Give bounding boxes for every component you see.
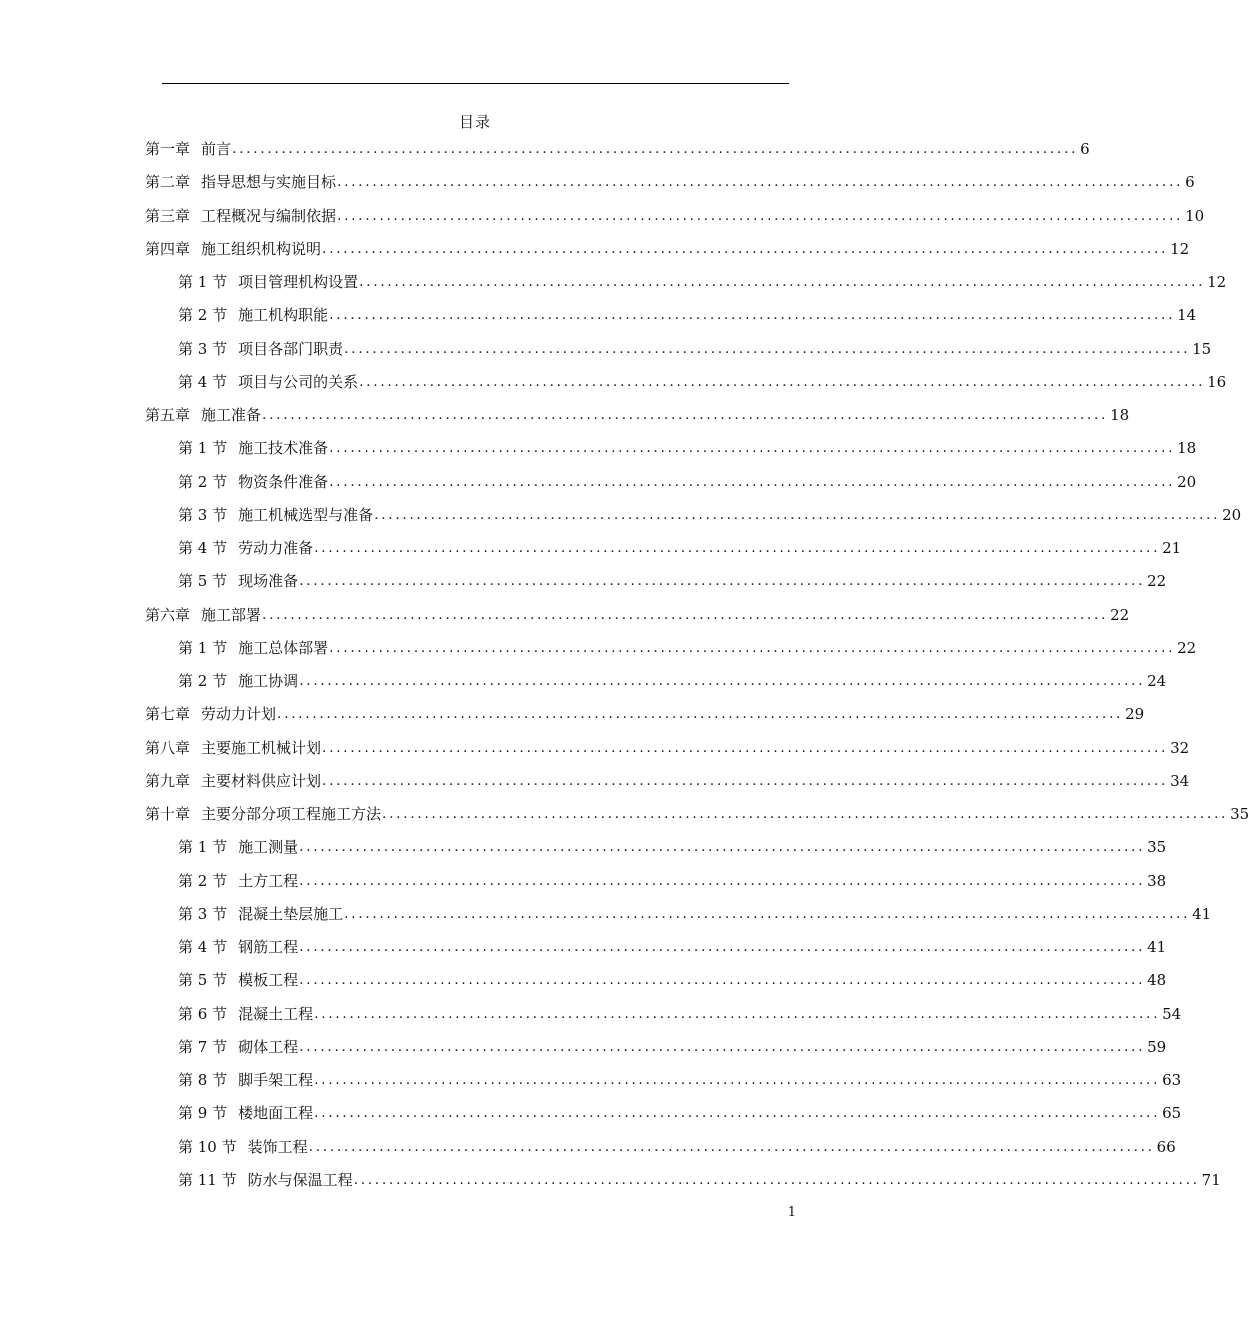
toc-entry-page: 65 <box>1162 1104 1182 1123</box>
toc-dot-leader: ........................................................................................................................ <box>344 340 1191 357</box>
toc-entry-page: 21 <box>1162 539 1182 557</box>
toc-entry-page: 15 <box>1192 339 1212 358</box>
toc-chapter-entry[interactable] <box>145 765 1190 798</box>
toc-entry-number: 第 4 节 <box>178 372 228 391</box>
toc-entry-number: 第一章 <box>145 140 191 158</box>
toc-entry-page: 10 <box>1185 206 1205 225</box>
toc-entry-number: 第五章 <box>145 406 191 424</box>
toc-section-entry[interactable] <box>178 831 1167 864</box>
toc-dot-leader: ........................................................................................................................ <box>262 606 1109 623</box>
toc-section-entry[interactable] <box>178 1064 1182 1097</box>
toc-section-entry[interactable] <box>178 333 1212 366</box>
toc-entry-page: 22 <box>1110 605 1130 624</box>
toc-dot-leader: ........................................................................................................................ <box>344 905 1191 922</box>
toc-dot-leader: ........................................................................................................................ <box>329 473 1176 490</box>
toc-section-entry[interactable] <box>178 1031 1167 1064</box>
toc-dot-leader: ........................................................................................................................ <box>308 1138 1155 1155</box>
toc-dot-leader: ........................................................................................................................ <box>299 872 1146 889</box>
toc-entry-page: 35 <box>1230 805 1249 823</box>
toc-entry-number: 第 9 节 <box>178 1104 228 1123</box>
toc-dot-leader: ........................................................................................................................ <box>382 806 1229 822</box>
toc-entry-title: 前言 <box>201 140 232 158</box>
toc-entry-title: 施工机械选型与准备 <box>238 505 374 524</box>
toc-entry-title: 模板工程 <box>238 971 299 990</box>
toc-entry-page: 12 <box>1207 273 1227 291</box>
toc-dot-leader: ........................................................................................................................ <box>359 274 1206 290</box>
toc-title: 目录 <box>458 113 491 131</box>
toc-entry-page: 59 <box>1147 1037 1167 1056</box>
toc-entry-number: 第 10 节 <box>178 1137 237 1156</box>
toc-entry-title: 指导思想与实施目标 <box>201 173 337 192</box>
toc-entry-title: 项目与公司的关系 <box>238 372 359 391</box>
toc-entry-number: 第 3 节 <box>178 904 228 923</box>
toc-dot-leader: ........................................................................................................................ <box>337 174 1184 191</box>
toc-entry-number: 第 5 节 <box>178 971 228 990</box>
toc-entry-page: 34 <box>1170 771 1190 790</box>
toc-dot-leader: ........................................................................................................................ <box>314 540 1161 556</box>
toc-entry-page: 16 <box>1207 372 1227 391</box>
toc-entry-title: 施工技术准备 <box>238 439 329 458</box>
toc-entry-title: 砌体工程 <box>238 1037 299 1056</box>
toc-entry-title: 工程概况与编制依据 <box>201 206 337 225</box>
toc-entry-page: 14 <box>1177 306 1197 325</box>
toc-entry-page: 29 <box>1125 705 1145 724</box>
toc-entry-number: 第 3 节 <box>178 505 228 524</box>
toc-section-entry[interactable] <box>178 266 1227 299</box>
toc-entry-number: 第 7 节 <box>178 1037 228 1056</box>
toc-dot-leader: ........................................................................................................................ <box>299 939 1146 955</box>
toc-dot-leader: ........................................................................................................................ <box>299 673 1146 689</box>
toc-dot-leader: ........................................................................................................................ <box>359 373 1206 390</box>
toc-entry-title: 混凝土工程 <box>238 1004 314 1023</box>
toc-entry-title: 劳动力准备 <box>238 539 314 557</box>
toc-entry-title: 主要材料供应计划 <box>201 771 322 790</box>
toc-entry-title: 施工机构职能 <box>238 306 329 325</box>
toc-entry-number: 第四章 <box>145 239 191 258</box>
toc-entry-title: 主要施工机械计划 <box>201 738 322 757</box>
toc-entry-page: 20 <box>1177 472 1197 491</box>
toc-section-entry[interactable] <box>178 499 1242 532</box>
toc-section-entry[interactable] <box>178 665 1167 698</box>
toc-dot-leader: ........................................................................................................................ <box>322 772 1169 789</box>
toc-section-entry[interactable] <box>178 632 1197 665</box>
toc-entry-title: 装饰工程 <box>247 1137 308 1156</box>
toc-section-entry[interactable] <box>178 466 1197 499</box>
toc-entry-number: 第 2 节 <box>178 306 228 325</box>
toc-entry-number: 第 1 节 <box>178 638 228 657</box>
toc-entry-number: 第八章 <box>145 738 191 757</box>
toc-dot-leader: ........................................................................................................................ <box>329 307 1176 324</box>
toc-chapter-entry[interactable] <box>145 399 1130 432</box>
toc-entry-page: 18 <box>1177 439 1197 458</box>
toc-entry-page: 38 <box>1147 871 1167 890</box>
page-number: 1 <box>787 1205 796 1220</box>
toc-entry-page: 66 <box>1156 1137 1176 1156</box>
toc-dot-leader: ........................................................................................................................ <box>299 1038 1146 1055</box>
toc-section-entry[interactable] <box>178 565 1167 598</box>
toc-section-entry[interactable] <box>178 1097 1182 1130</box>
toc-dot-leader: ........................................................................................................................ <box>353 1171 1200 1188</box>
toc-section-entry[interactable] <box>178 998 1182 1031</box>
toc-entry-number: 第三章 <box>145 206 191 225</box>
toc-dot-leader: ........................................................................................................................ <box>314 1105 1161 1122</box>
toc-entry-number: 第 4 节 <box>178 938 228 956</box>
toc-entry-number: 第十章 <box>145 805 191 823</box>
toc-dot-leader: ........................................................................................................................ <box>374 506 1221 523</box>
toc-entry-number: 第六章 <box>145 605 191 624</box>
toc-entry-title: 项目各部门职责 <box>238 339 344 358</box>
toc-entry-page: 63 <box>1162 1071 1182 1089</box>
toc-chapter-entry[interactable] <box>145 732 1190 765</box>
header-rule <box>162 83 789 84</box>
toc-section-entry[interactable] <box>178 299 1197 332</box>
toc-dot-leader: ........................................................................................................................ <box>299 972 1146 989</box>
toc-entry-number: 第 8 节 <box>178 1071 228 1089</box>
toc-entry-title: 混凝土垫层施工 <box>238 904 344 923</box>
toc-chapter-entry[interactable] <box>145 798 1249 831</box>
toc-entry-page: 20 <box>1222 505 1242 524</box>
toc-entry-page: 6 <box>1080 140 1090 158</box>
toc-entry-page: 22 <box>1147 572 1167 591</box>
toc-entry-number: 第 11 节 <box>178 1170 237 1189</box>
toc-dot-leader: ........................................................................................................................ <box>262 407 1109 423</box>
toc-dot-leader: ........................................................................................................................ <box>337 207 1184 224</box>
toc-dot-leader: ........................................................................................................................ <box>277 706 1124 723</box>
toc-entry-number: 第 2 节 <box>178 672 228 690</box>
toc-section-entry[interactable] <box>178 432 1197 465</box>
toc-entry-title: 脚手架工程 <box>238 1071 314 1089</box>
toc-dot-leader: ........................................................................................................................ <box>322 739 1169 756</box>
toc-dot-leader: ........................................................................................................................ <box>322 240 1169 257</box>
toc-entry-title: 施工总体部署 <box>238 638 329 657</box>
toc-entry-number: 第 2 节 <box>178 472 228 491</box>
toc-entry-page: 6 <box>1185 173 1195 192</box>
toc-chapter-entry[interactable] <box>145 233 1190 266</box>
toc-entry-page: 41 <box>1192 904 1212 923</box>
toc-entry-title: 劳动力计划 <box>201 705 277 724</box>
toc-section-entry[interactable] <box>178 898 1212 931</box>
toc-entry-page: 12 <box>1170 239 1190 258</box>
toc-entry-page: 35 <box>1147 838 1167 857</box>
toc-dot-leader: ........................................................................................................................ <box>299 839 1146 856</box>
toc-entry-title: 施工测量 <box>238 838 299 857</box>
toc-entry-title: 物资条件准备 <box>238 472 329 491</box>
toc-chapter-entry[interactable] <box>145 698 1145 731</box>
toc-entry-page: 41 <box>1147 938 1167 956</box>
toc-section-entry[interactable] <box>178 931 1167 964</box>
toc-entry-number: 第 1 节 <box>178 273 228 291</box>
toc-section-entry[interactable] <box>178 865 1167 898</box>
toc-section-entry[interactable] <box>178 366 1227 399</box>
toc-entry-page: 18 <box>1110 406 1130 424</box>
toc-entry-page: 22 <box>1177 638 1197 657</box>
toc-chapter-entry[interactable] <box>145 133 1090 166</box>
toc-entry-title: 项目管理机构设置 <box>238 273 359 291</box>
toc-entry-number: 第 5 节 <box>178 572 228 591</box>
toc-chapter-entry[interactable] <box>145 200 1205 233</box>
toc-entry-page: 54 <box>1162 1004 1182 1023</box>
toc-entry-title: 主要分部分项工程施工方法 <box>201 805 382 823</box>
toc-dot-leader: ........................................................................................................................ <box>329 440 1176 457</box>
toc-entry-number: 第 6 节 <box>178 1004 228 1023</box>
toc-chapter-entry[interactable] <box>145 599 1130 632</box>
toc-dot-leader: ........................................................................................................................ <box>314 1005 1161 1022</box>
toc-entry-title: 施工准备 <box>201 406 262 424</box>
toc-entry-title: 钢筋工程 <box>238 938 299 956</box>
toc-section-entry[interactable] <box>178 1131 1176 1164</box>
toc-entry-number: 第九章 <box>145 771 191 790</box>
toc-entry-title: 楼地面工程 <box>238 1104 314 1123</box>
toc-entry-title: 施工协调 <box>238 672 299 690</box>
toc-entry-number: 第 4 节 <box>178 539 228 557</box>
toc-dot-leader: ........................................................................................................................ <box>299 573 1146 590</box>
toc-dot-leader: ........................................................................................................................ <box>314 1072 1161 1088</box>
toc-entry-page: 24 <box>1147 672 1167 690</box>
toc-entry-title: 现场准备 <box>238 572 299 591</box>
toc-entry-number: 第 2 节 <box>178 871 228 890</box>
toc-entry-number: 第二章 <box>145 173 191 192</box>
toc-dot-leader: ........................................................................................................................ <box>232 141 1079 157</box>
toc-entry-title: 施工组织机构说明 <box>201 239 322 258</box>
toc-section-entry[interactable] <box>178 964 1167 997</box>
toc-entry-title: 土方工程 <box>238 871 299 890</box>
toc-chapter-entry[interactable] <box>145 166 1195 199</box>
toc-entry-page: 32 <box>1170 738 1190 757</box>
toc-entry-number: 第七章 <box>145 705 191 724</box>
toc-entry-number: 第 1 节 <box>178 838 228 857</box>
toc-entry-number: 第 1 节 <box>178 439 228 458</box>
toc-entry-title: 防水与保温工程 <box>247 1170 353 1189</box>
toc-entry-title: 施工部署 <box>201 605 262 624</box>
toc-entry-page: 48 <box>1147 971 1167 990</box>
toc-entry-number: 第 3 节 <box>178 339 228 358</box>
toc-section-entry[interactable] <box>178 1164 1221 1197</box>
toc-section-entry[interactable] <box>178 532 1182 565</box>
toc-entry-page: 71 <box>1201 1170 1221 1189</box>
toc-dot-leader: ........................................................................................................................ <box>329 639 1176 656</box>
